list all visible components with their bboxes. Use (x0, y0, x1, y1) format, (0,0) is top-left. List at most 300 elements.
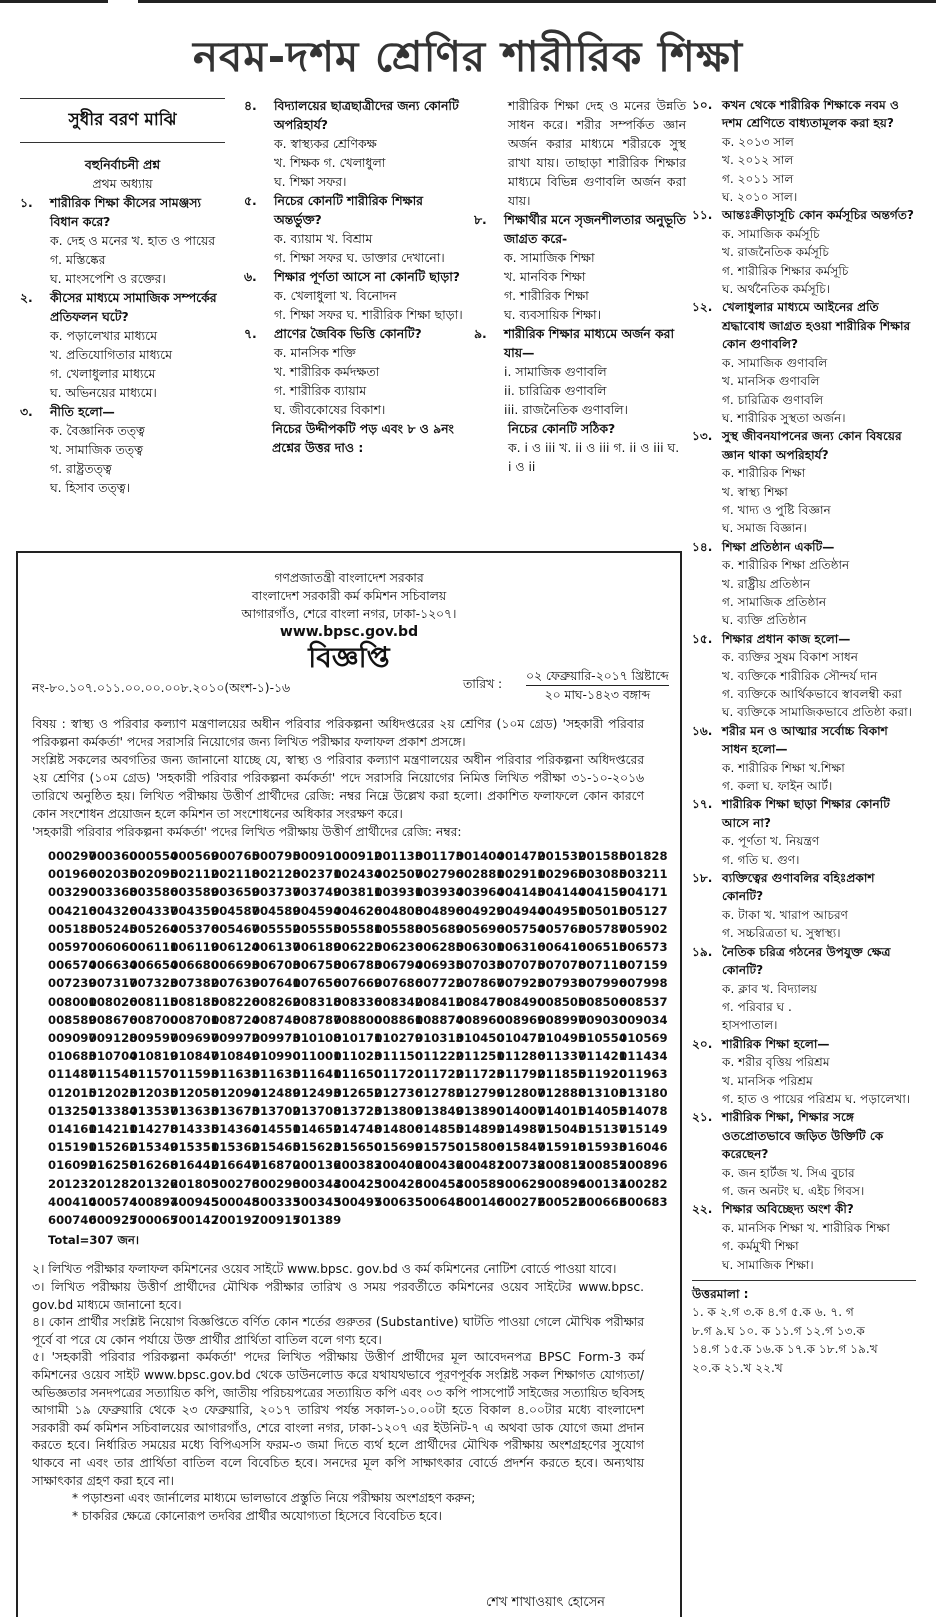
reg-number: 004144 (537, 885, 586, 900)
answer-option: ঘ. জীবকোষের বিকাশ। (274, 402, 386, 417)
answer-option: ক. ব্যক্তির সুষম বিকাশ সাধন (722, 650, 858, 665)
reg-number: 200436 (415, 1158, 464, 1173)
reg-number: 012035 (129, 1085, 178, 1100)
answer-option: ক. দেহ ও মনের খ. হাত ও পায়ের গ. মস্তিষ্কের (50, 233, 216, 267)
notice-point-3: ৩। লিখিত পরীক্ষায় উত্তীর্ণ প্রার্থীদের মৌখিক পরীক্ষার তারিখ ও সময় পরবর্তীতে কমিশনের ওয়েব সাইটের www.bpsc. gov.bd মাধ্যমে জানানো হবে। (32, 1280, 644, 1312)
question-text: শিক্ষার্থীর মনে সৃজনশীলতার অনুভূতি জাগ্রত করে- (504, 212, 686, 246)
reg-number: 006189 (292, 940, 342, 955)
reg-number: 300344 (292, 1176, 342, 1191)
reg-number: 008490 (496, 994, 546, 1009)
reg-number: 013809 (374, 1103, 423, 1118)
answer-option: খ. সামাজিক তত্ত্ব (50, 442, 143, 457)
reg-number: 011337 (537, 1049, 586, 1064)
column-3 (474, 96, 686, 476)
reg-number: 001472 (496, 849, 546, 863)
reg-number: 007923 (496, 976, 546, 991)
reg-number: 701389 (292, 1213, 342, 1228)
answer-option: ক. স্বাস্থ্যকর শ্রেণিকক্ষ (274, 136, 377, 151)
answer-option: খ. শিক্ষক গ. খেলাধুলা (274, 155, 386, 170)
answer-option: গ. ২০১১ সাল (722, 171, 794, 186)
question-number: ১৮. (692, 871, 713, 886)
answer-option: খ. মানসিক পরিশ্রম (722, 1073, 813, 1088)
reg-number: 008537 (619, 994, 668, 1009)
question (244, 324, 466, 343)
reg-number: 015262 (88, 1140, 138, 1155)
reg-number: 005970 (48, 940, 97, 955)
reg-number: 300290 (251, 1176, 301, 1191)
answer-option: ঘ. ২০১০ সাল। (722, 190, 798, 205)
reg-number: 007998 (619, 976, 668, 991)
question (244, 191, 466, 229)
reg-number: 008700 (129, 1012, 178, 1027)
answer-option: ক. জন হার্টজ খ. সিএ বুচার (722, 1165, 855, 1180)
reg-number: 008748 (251, 1012, 301, 1027)
answer-option: ঘ. ব্যবসায়িক শিক্ষা। (504, 307, 602, 322)
reg-number: 011633 (211, 1067, 260, 1082)
reg-number: 700065 (129, 1213, 178, 1228)
reg-number: 001404 (455, 849, 505, 863)
question-number: ৬. (244, 269, 257, 284)
answer-option: ঘ. অর্থনৈতিক কর্মসূচি। (722, 282, 831, 297)
answer-option: ক. মানসিক শক্তি (274, 345, 356, 360)
reg-number: 010990 (251, 1049, 301, 1064)
reg-number: 008676 (88, 1012, 138, 1027)
reg-number: 012023 (88, 1085, 138, 1100)
reg-number: 007641 (251, 976, 301, 991)
question-text: শারীরিক শিক্ষা ছাড়া শিক্ষার কোনটি আসে না? (722, 797, 890, 830)
question (244, 96, 466, 134)
reg-number: 001828 (619, 849, 668, 863)
question-list (692, 96, 916, 1274)
reg-number: 300425 (333, 1176, 382, 1191)
reg-number: 013708 (292, 1103, 342, 1118)
reg-number: 012058 (170, 1085, 219, 1100)
answer-option: গ. চারিত্রিক গুণাবলি (722, 392, 824, 407)
reg-number: 008478 (455, 994, 505, 1009)
reg-number: 600663 (578, 1194, 627, 1209)
reg-number: 014892 (455, 1122, 505, 1137)
answer-option: ঘ. শারীরিক সুস্থতা অর্জন। (722, 410, 846, 425)
reg-number: 009973 (251, 1031, 301, 1046)
reg-number: 002796 (415, 867, 464, 882)
question-number: ৯. (474, 326, 487, 341)
reg-number: 004626 (333, 903, 382, 918)
question-number: ১৬. (692, 723, 713, 738)
reg-number: 001966 (48, 867, 97, 882)
reg-number: 014007 (496, 1103, 546, 1118)
reg-number: 004143 (496, 885, 546, 900)
reg-number: 014078 (619, 1103, 668, 1118)
reg-number: 001585 (578, 849, 627, 863)
question-text: নীতি হলো— (50, 404, 115, 419)
reg-number: 005264 (129, 921, 178, 936)
which-options: ক. i ও iii খ. ii ও iii গ. ii ও iii ঘ. i ও ii (508, 440, 680, 474)
question-text: নৈতিক চরিত্র গঠনের উপযুক্ত ক্ষেত্র কোনটি? (722, 944, 891, 978)
reg-number: 500333 (251, 1194, 301, 1209)
answer-option: ঘ. ব্যক্তি প্রতিষ্ঠান (722, 613, 807, 628)
reg-number: 015349 (129, 1140, 178, 1155)
reg-number: 400945 (170, 1194, 219, 1209)
reg-number: 008026 (88, 994, 138, 1009)
reg-number: 010849 (211, 1049, 260, 1064)
reg-number: 011641 (292, 1067, 342, 1082)
answer-option: ক. বৈজ্ঞানিক তত্ত্ব (50, 423, 145, 438)
question (20, 402, 225, 421)
reg-number: 400131 (578, 1176, 627, 1191)
page-title: নবম-দশম শ্রেণির শারীরিক শিক্ষা (192, 32, 744, 81)
notice-header (18, 569, 680, 623)
question-text: শারীরিক শিক্ষার মাধ্যমে অর্জন করা যায়— (504, 326, 675, 360)
answer-option: গ. সচ্চরিত্রতা ঘ. সুস্বাস্থ্য। (722, 926, 841, 941)
reg-number: 002118 (211, 867, 260, 882)
reg-number: 006060 (88, 940, 138, 955)
top-rule-right (138, 0, 936, 3)
reg-number: 014551 (251, 1122, 301, 1137)
reg-number: 201232 (48, 1176, 97, 1191)
reg-number: 011720 (374, 1067, 423, 1082)
reg-number: 016442 (170, 1158, 219, 1173)
reg-number: 007686 (374, 976, 423, 991)
reg-number: 008336 (333, 994, 382, 1009)
reg-number: 002881 (455, 867, 505, 882)
note-1: * পড়াশুনা এবং জার্নালের মাধ্যমে ভালভাবে প্রস্তুতি নিয়ে পরীক্ষায় অংশগ্রহণ করুন; (72, 1491, 476, 1506)
reg-number: 015362 (211, 1140, 260, 1155)
reg-number: 004808 (374, 903, 423, 918)
author-name: সুধীর বরণ মাঝি (20, 98, 225, 143)
reg-number: 005555 (292, 921, 342, 936)
answer-option: খ. ব্যক্তিকে শারীরিক সৌন্দর্য দান (722, 668, 878, 683)
question (692, 943, 916, 980)
reg-number: 015351 (170, 1140, 219, 1155)
answer-option: গ. গতি ঘ. গুণ। (722, 852, 800, 867)
reg-number: 011593 (170, 1067, 219, 1082)
reg-number: 000910 (292, 849, 342, 863)
reg-number: 005127 (619, 903, 668, 918)
reg-number: 005588 (374, 921, 423, 936)
reg-number: 004594 (292, 903, 342, 918)
address: আগারগাঁও, শেরে বাংলা নগর, ঢাকা-১২০৭। (241, 607, 457, 621)
reg-number: 007075 (496, 958, 546, 973)
question (692, 795, 916, 832)
reg-number: 012888 (537, 1085, 586, 1100)
reg-number: 005902 (619, 921, 668, 936)
answer-option: খ. প্রতিযোগিতার মাধ্যমে (50, 347, 172, 362)
question-text: শারীরিক শিক্ষা হলো— (722, 1036, 830, 1051)
reg-number: 011421 (578, 1049, 627, 1064)
reg-number: 003749 (292, 885, 342, 900)
reg-number: 003211 (619, 867, 668, 882)
reg-number: 013254 (48, 1103, 97, 1118)
reg-number: 009128 (88, 1031, 138, 1046)
reg-number: 300454 (415, 1176, 464, 1191)
reg-number: 013633 (170, 1103, 219, 1118)
reg-number: 016258 (88, 1158, 138, 1173)
answer-option: গ. শারীরিক শিক্ষা (504, 288, 589, 303)
reg-number: 004587 (211, 903, 260, 918)
reg-number: 500497 (333, 1194, 382, 1209)
question (20, 288, 225, 326)
question-text: ব্যক্তিত্বের গুণাবলির বহিঃপ্রকাশ কোনটি? (722, 871, 875, 904)
notice-para1: সংশ্লিষ্ট সকলের অবগতির জন্য জানানো যাচ্ছে যে, স্বাস্থ্য ও পরিবার কল্যাণ মন্ত্রণালয়ের অধীন পরিবার পরিকল্পনা অধিদপ্তরের ২য় শ্রেণির (১০ম গ্রেড) 'সহকারী পরিবার পরিকল্পনা কর্মকর্তা' পদে সরাসরি নিয়োগের নিমিত্ত লিখিত পরীক্ষা ৩১-১০-২০১৬ তারিখে অনুষ্ঠিত হয়। লিখিত পরীক্ষায় উত্তীর্ণ প্রার্থীদের রেজি: নম্বর নিম্নে উল্লেখ করা হলো। প্রকাশিত ফলাফলে কোন কারণে কোন সংশোধন প্রয়োজন হলে কমিশন তা সংশোধনের অধিকার সংরক্ষণ করে। (32, 753, 644, 821)
answer-line: ১. ক ২.গ ৩.ক ৪.গ ৫.ক ৬. ৭. গ (692, 1305, 854, 1320)
reg-number: 004589 (251, 903, 301, 918)
reg-number: 010472 (496, 1031, 546, 1046)
reg-number: 008318 (292, 994, 342, 1009)
reg-number: 011286 (496, 1049, 546, 1064)
reg-number: 003589 (170, 885, 219, 900)
reg-number: 014806 (374, 1122, 423, 1137)
question-number: ৪. (244, 98, 257, 113)
reg-number: 006783 (333, 958, 382, 973)
answer-option: ক. ২০১৩ সাল (722, 134, 794, 149)
answer-option: ক. সামাজিক কর্মসূচি (722, 226, 820, 241)
reg-number: 004337 (129, 903, 178, 918)
question-number: ১১. (692, 208, 713, 223)
reg-number: 011570 (129, 1067, 178, 1082)
answer-option: ক. টাকা খ. খারাপ আচরণ (722, 907, 848, 922)
reg-number: 002035 (88, 867, 138, 882)
reg-number: 700142 (170, 1213, 219, 1228)
answer-line: ৮.গ ৯.ঘ ১০. ক ১১.গ ১২.গ ১৩.ক (692, 1323, 865, 1338)
reg-number: 013673 (211, 1103, 260, 1118)
date-bengali: ২০ মাঘ-১৪২৩ বঙ্গাব্দ (544, 688, 651, 702)
reg-number: 009034 (619, 1012, 668, 1027)
reg-number: 011635 (251, 1067, 301, 1082)
reg-number: 003931 (374, 885, 423, 900)
answer-option: খ. ২০১২ সাল (722, 153, 794, 168)
reg-number: 006634 (88, 958, 138, 973)
reg-number: 007118 (578, 958, 627, 973)
answer-option: ক. শারীরিক শিক্ষা (722, 466, 806, 481)
question (692, 869, 916, 906)
top-rule-left (0, 0, 108, 3)
reg-number: 014335 (170, 1122, 219, 1137)
reg-number: 009097 (48, 1031, 97, 1046)
reg-number: 014015 (537, 1103, 586, 1118)
question-number: ১৩. (692, 429, 713, 444)
reg-number: 400574 (88, 1194, 138, 1209)
answer-option: ক. সামাজিক গুণাবলি (722, 355, 828, 370)
dates (526, 667, 669, 704)
reg-number: 004951 (537, 903, 586, 918)
reg-number: 006137 (251, 940, 301, 955)
reg-number: 002911 (496, 867, 546, 882)
reg-number: 016870 (251, 1158, 301, 1173)
answer-option: গ. শারীরিক শিক্ষার কর্মসূচি (722, 263, 849, 278)
reg-number: 008787 (292, 1012, 342, 1027)
answer-option: গ. শিক্ষা সফর ঘ. ডাক্তার দেখানো। (274, 250, 445, 265)
answer-option: i. সামাজিক গুণাবলি (504, 364, 607, 379)
reg-number: 000297 (48, 849, 97, 863)
reg-number: 002371 (292, 867, 342, 882)
reg-number: 000795 (251, 849, 301, 863)
answer-key-title: উত্তরমালা : (692, 1287, 749, 1301)
reg-number: 500343 (292, 1194, 342, 1209)
gov-name: গণপ্রজাতন্ত্রী বাংলাদেশ সরকার (274, 571, 424, 585)
total-count: Total=307 জন। (48, 1233, 140, 1248)
reg-number: 011251 (455, 1049, 505, 1064)
reg-number: 004359 (170, 903, 219, 918)
reg-number: 010847 (170, 1049, 219, 1064)
reg-number: 006416 (537, 940, 586, 955)
reg-number: 014855 (415, 1122, 464, 1137)
reg-number: 006573 (619, 940, 668, 955)
column-2 (244, 96, 466, 457)
reg-number: 700915 (251, 1213, 301, 1228)
question (692, 1200, 916, 1218)
chapter-heading: প্রথম অধ্যায় (92, 176, 153, 191)
answer-option: গ. হাত ও পায়ের পরিশ্রম ঘ. পড়ালেখা। (722, 1091, 911, 1106)
reg-number: 600925 (88, 1213, 138, 1228)
reg-number: 014748 (333, 1122, 382, 1137)
question-list (20, 193, 225, 497)
reg-number: 002095 (129, 867, 178, 882)
reg-number: 012736 (374, 1085, 423, 1100)
notice-point-4: ৪। কোন প্রার্থীর সংশ্লিষ্ট নিয়োগ বিজ্ঞপ্তিতে বর্ণিত কোন শর্তের গুরুতর (Substantive) ঘাটতি পাওয়া গেলে মৌখিক পরীক্ষার পূর্বে বা পরে যে কোন পর্যায়ে উক্ত প্রার্থীর প্রার্থিতা বাতিল বলে গণ্য হবে। (32, 1315, 644, 1347)
reg-number: 003368 (88, 885, 138, 900)
reg-number: 005787 (578, 921, 627, 936)
reg-number: 006574 (48, 958, 97, 973)
reg-number: 007656 (292, 976, 342, 991)
reg-number: 010450 (455, 1031, 505, 1046)
reg-number: 006515 (578, 940, 627, 955)
reg-number: 000765 (211, 849, 260, 863)
reg-number: 012799 (455, 1085, 505, 1100)
date-gregorian: ০২ ফেব্রুয়ারি-২০১৭ খ্রিষ্টাব্দে (526, 667, 669, 686)
question (20, 193, 225, 231)
commission-name: বাংলাদেশ সরকারী কর্ম কমিশন সচিবালয় (251, 589, 447, 603)
answer-option: খ. মানবিক শিক্ষা (504, 269, 586, 284)
question-number: ২০. (692, 1036, 713, 1051)
reg-number: 005376 (170, 921, 219, 936)
reg-number: 003085 (578, 867, 627, 882)
answer-option: গ. খেলাধুলার মাধ্যমে (50, 366, 156, 381)
reg-number: 011487 (48, 1067, 97, 1082)
question (692, 630, 916, 648)
reg-number: 000569 (170, 849, 219, 863)
reg-number: 004171 (619, 885, 668, 900)
question-text: শিক্ষার প্রধান কাজ হলো— (722, 631, 851, 646)
reg-number: 011920 (578, 1067, 627, 1082)
reg-number: 008412 (415, 994, 464, 1009)
reg-number: 013537 (129, 1103, 178, 1118)
answer-option: ক. ব্যায়াম খ. বিশ্রাম (274, 231, 373, 246)
reg-number: 500648 (415, 1194, 464, 1209)
reg-number: 015847 (496, 1140, 546, 1155)
answer-option: খ. রাষ্ট্রীয় প্রতিষ্ঠান (722, 576, 811, 591)
reg-number: 008001 (48, 994, 97, 1009)
question-number: ১০. (692, 98, 713, 112)
reg-number: 008997 (537, 1012, 586, 1027)
reg-number: 012489 (251, 1085, 301, 1100)
reg-number: 015045 (537, 1122, 586, 1137)
reg-number: 013723 (333, 1103, 382, 1118)
reg-number: 004944 (496, 903, 546, 918)
question-list (244, 96, 466, 419)
reg-number: 006111 (129, 940, 178, 955)
reg-number: 006124 (211, 940, 260, 955)
reg-number: 008724 (211, 1012, 260, 1027)
reg-number: 200815 (537, 1158, 586, 1173)
reg-number: 010704 (88, 1049, 138, 1064)
notice-body (18, 707, 680, 841)
answer-option: ক. ক্লাব খ. বিদ্যালয় (722, 981, 818, 996)
answer-option: ঘ. অভিনয়ের মাধ্যমে। (50, 385, 157, 400)
reg-number: 003964 (455, 885, 505, 900)
reg-number: 007996 (578, 976, 627, 991)
answer-option: গ. শিক্ষা সফর ঘ. শারীরিক শিক্ষা ছাড়া। (274, 307, 463, 322)
reg-number: 010495 (537, 1031, 586, 1046)
reg-number: 010683 (48, 1049, 97, 1064)
reg-number: 005015 (578, 903, 627, 918)
reg-number: 010554 (578, 1031, 627, 1046)
reg-number: 007317 (88, 976, 138, 991)
reg-number: 007159 (619, 958, 668, 973)
reg-number: 010108 (292, 1031, 342, 1046)
answer-option: গ. সামাজিক প্রতিষ্ঠান (722, 594, 827, 609)
notice-point-2: ২। লিখিত পরীক্ষার ফলাফল কমিশনের ওয়েব সাইটে www.bpsc. gov.bd ও কর্ম কমিশনের নোটিশ বোর্ডে পাওয়া যাবে। (32, 1262, 617, 1277)
notice-subject: বিষয় : স্বাস্থ্য ও পরিবার কল্যাণ মন্ত্রণালয়ের অধীন পরিবার পরিকল্পনা অধিদপ্তরের ২য় শ্রেণির (১০ম গ্রেড) 'সহকারী পরিবার পরিকল্পনা কর্মকর্তা' পদের সরাসরি নিয়োগের জন্য লিখিত পরীক্ষার ফলাফল প্রকাশ প্রসঙ্গে। (32, 717, 644, 749)
reference-line (18, 667, 680, 707)
reg-number: 012782 (415, 1085, 464, 1100)
reg-number: 015650 (333, 1140, 382, 1155)
notice-point-5: ৫। 'সহকারী পরিবার পরিকল্পনা কর্মকর্তা' পদের লিখিত পরীক্ষায় উত্তীর্ণ প্রার্থীদের মূল আবেদনপত্র BPSC Form-3 কর্ম কমিশনের ওয়েব সাইট www.bpsc.gov.bd থেকে ডাউনলোড করে যথাযথভাবে পূরণপূর্বক সংশ্লিষ্ট সকল শিক্ষাগত যোগ্যতা/অভিজ্ঞতার সনদপত্রের সত্যায়িত কপি, জাতীয় পরিচয়পত্রের সত্যায়িত কপি এবং ০৩ কপি পাসপোর্ট সাইজের সত্যায়িত ছবিসহ আগামী ১৯ ফেব্রুয়ারি থেকে ২৩ ফেব্রুয়ারি, ২০১৭ তারিখ পর্যন্ত সকাল-১০.০০টা হতে বিকাল ৪.০০টার মধ্যে বাংলাদেশ সরকারী কর্ম কমিশন সচিবালয়ের আগারগাঁও, শেরে বাংলা নগর, ঢাকা-১২০৭ এর ইউনিট-৭ এ অথবা ডাক যোগে জমা প্রদান করতে হবে। নির্ধারিত সময়ের মধ্যে বিপিএসসি ফরম-৩ জমা দিতে ব্যর্থ হলে প্রার্থীদের মৌখিক পরীক্ষায় অংশগ্রহণের সুযোগ থাকবে না এবং তার প্রার্থিতা বাতিল বলে বিবেচিত হবে। সনদের মূল কপি সাক্ষাৎকার বোর্ডে প্রদর্শন করতে হবে। অন্যথায় সাক্ষাৎকার গ্রহণ করা হবে না। (32, 1350, 644, 1488)
reg-number: 001173 (415, 849, 464, 863)
reg-number: 015699 (374, 1140, 423, 1155)
question-text: শরীর মন ও আত্মার সর্বোচ্চ বিকাশ সাধন হলো— (722, 723, 888, 757)
reg-number: 015750 (415, 1140, 464, 1155)
notice-para2: 'সহকারী পরিবার পরিকল্পনা কর্মকর্তা' পদের লিখিত পরীক্ষায় উত্তীর্ণ প্রার্থীদের রেজি: নম্বর: (32, 825, 462, 839)
question-number: ৩. (20, 404, 33, 419)
reg-number: 009597 (129, 1031, 178, 1046)
reg-number: 016092 (48, 1158, 97, 1173)
answer-option: ঘ. হিসাব তত্ত্ব। (50, 480, 131, 495)
reg-number: 009972 (211, 1031, 260, 1046)
reg-number: 200406 (374, 1158, 423, 1173)
reg-number: 006119 (170, 940, 219, 955)
reg-number: 015806 (455, 1140, 505, 1155)
reg-number: 005763 (537, 921, 586, 936)
reg-number: 201282 (88, 1176, 138, 1191)
reg-number: 200896 (619, 1158, 668, 1173)
reg-number: 005245 (88, 921, 138, 936)
question-text: শিক্ষার অবিচ্ছেদ্য অংশ কী? (722, 1202, 854, 1217)
reg-number: 003290 (48, 885, 97, 900)
reg-number: 000912 (333, 849, 382, 863)
question-number: ১৪. (692, 539, 713, 554)
reg-number: 011023 (333, 1049, 382, 1064)
answer-line: ১৪.গ ১৫.ক ১৬.ক ১৭.ক ১৮.গ ১৯.খ (692, 1342, 878, 1357)
reg-number: 012493 (292, 1085, 342, 1100)
answer-option: গ. জন অনটং ঘ. এইচ গিবস। (722, 1183, 865, 1198)
answer-option: ক. শারীরিক শিক্ষা খ.শিক্ষা (722, 760, 845, 775)
reg-number: 008342 (374, 994, 423, 1009)
reg-number: 014652 (292, 1122, 342, 1137)
question-text: কখন থেকে শারীরিক শিক্ষাকে নবম ও দশম শ্রেণিতে বাধ্যতামূলক করা হয়? (722, 98, 899, 131)
answer-option: iii. রাজনৈতিক গুণাবলি। (504, 402, 628, 417)
answer-option: ঘ. সমাজ বিজ্ঞান। (722, 521, 807, 536)
reg-number: 007867 (455, 976, 505, 991)
answer-option: ক. পড়ালেখার মাধ্যমে (50, 328, 157, 343)
answer-option: গ. রাষ্ট্রতত্ত্ব (50, 461, 112, 476)
reg-number: 006935 (415, 958, 464, 973)
reg-number: 008115 (129, 994, 178, 1009)
question (692, 722, 916, 759)
column-1 (20, 98, 225, 497)
answer-option: ঘ. শিক্ষা সফর। (274, 174, 347, 189)
reg-number: 300276 (211, 1176, 260, 1191)
answer-option: ক. সামাজিক শিক্ষা (504, 250, 595, 265)
